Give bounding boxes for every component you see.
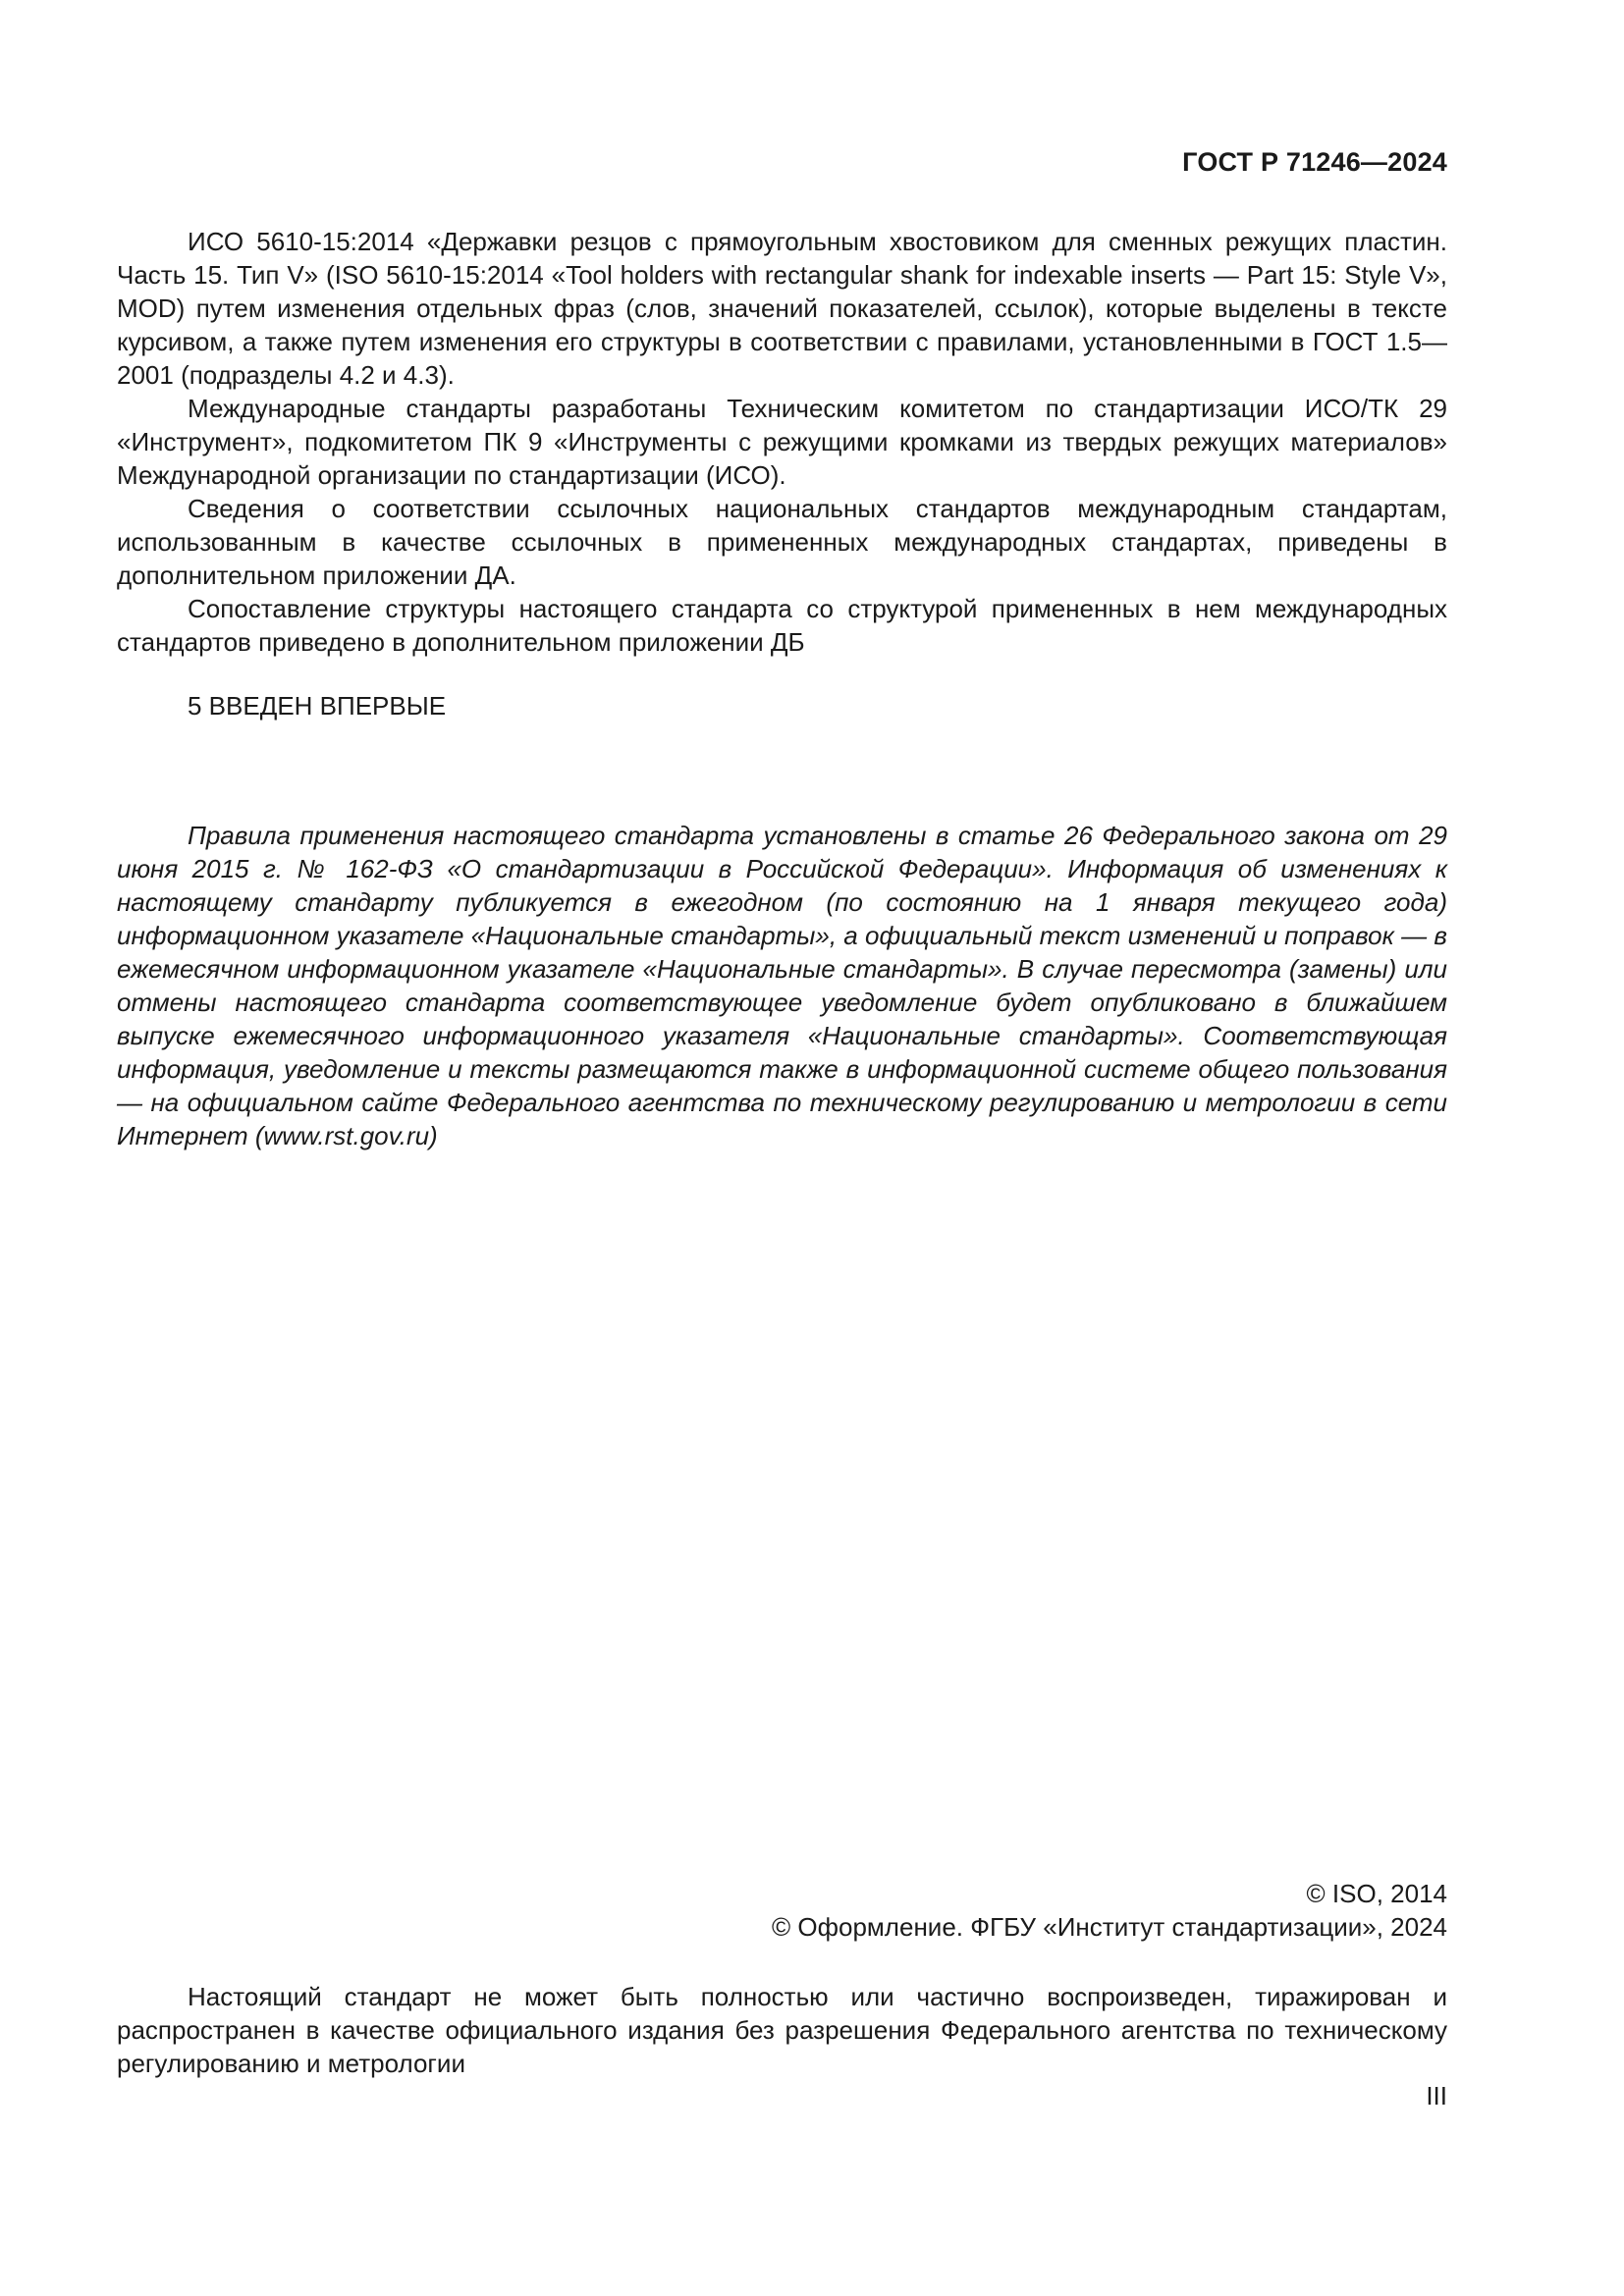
copyright-iso: © ISO, 2014 xyxy=(1306,1879,1447,1908)
application-rules-notice xyxy=(117,819,1447,1152)
paragraph-iso-committee: Международные стандарты разработаны Техническим комитетом по стандартизации ИСО/ТК 29 «Инструмент», подкомитетом ПК 9 «Инструменты с режущими кромками из твердых режущих материалов» Международной организации по стандартизации (ИСО). xyxy=(117,394,1447,490)
paragraph-iso-reference: ИСО 5610-15:2014 «Державки резцов с прямоугольным хвостовиком для сменных режущих пластин. Часть 15. Тип V» (ISO 5610-15:2014 «Tool holders with rectangular shank for indexable inserts — Part 15: Style V», MOD) путем изменения отдельных фраз (слов, значений показателей, ссылок), которые выделены в тексте курсивом, а также путем изменения его структуры в соответствии с правилами, установленными в ГОСТ 1.5—2001 (подразделы 4.2 и 4.3). xyxy=(117,227,1447,390)
page-number: III xyxy=(1426,2081,1447,2110)
paragraph-reference-standards: Сведения о соответствии ссылочных национальных стандартов международным стандартам, использованным в качестве ссылочных в примененных международных стандартах, приведены в дополнительном приложении ДА. xyxy=(117,494,1447,590)
notice-paragraph: Правила применения настоящего стандарта установлены в статье 26 Федерального закона от 29 июня 2015 г. № 162-ФЗ «О стандартизации в Российской Федерации». Информация об изменениях к настоящему стандарту публикуется в ежегодном (по состоянию на 1 января текущего года) информационном указателе «Национальные стандарты», а официальный текст изменений и поправок — в ежемесячном информационном указателе «Национальные стандарты». В случае пересмотра (замены) или отмены настоящего стандарта соответствующее уведомление будет опубликовано в ближайшем выпуске ежемесячного информационного указателя «Национальные стандарты». Соответствующая информация, уведомление и тексты размещаются также в информационной системе общего пользования — на официальном сайте Федерального агентства по техническому регулированию и метрологии в сети Интернет (www.rst.gov.ru) xyxy=(117,821,1447,1150)
main-text-block xyxy=(117,225,1447,659)
document-number-header: ГОСТ Р 71246—2024 xyxy=(1182,147,1447,177)
section-5-introduced: 5 ВВЕДЕН ВПЕРВЫЕ xyxy=(188,691,447,721)
reproduction-paragraph: Настоящий стандарт не может быть полностью или частично воспроизведен, тиражирован и распространен в качестве официального издания без разрешения Федерального агентства по техническому регулированию и метрологии xyxy=(117,1982,1447,2078)
paragraph-structure-comparison: Сопоставление структуры настоящего стандарта со структурой примененных в нем международных стандартов приведено в дополнительном приложении ДБ xyxy=(117,594,1447,657)
reproduction-notice xyxy=(117,1980,1447,2080)
copyright-design: © Оформление. ФГБУ «Институт стандартизации», 2024 xyxy=(772,1912,1447,1942)
